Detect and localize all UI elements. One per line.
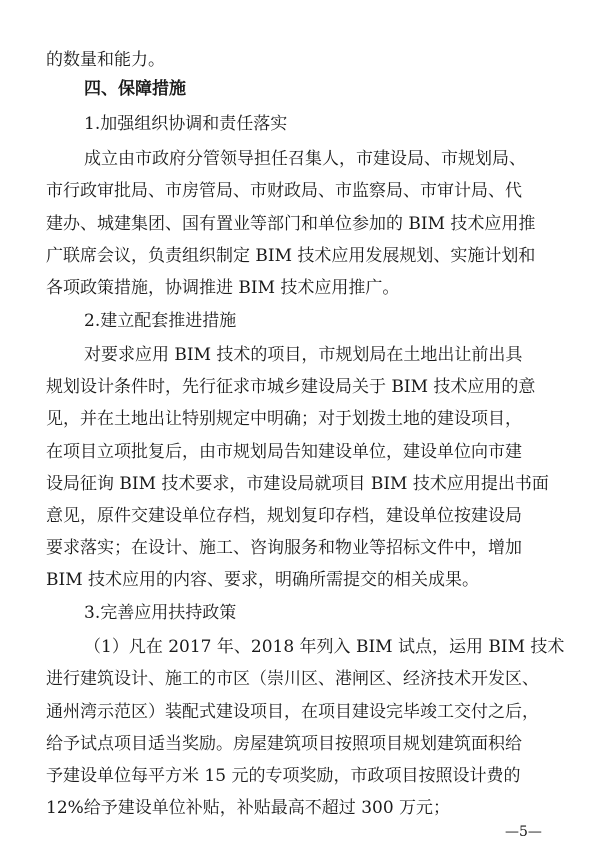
- body-text-line: 市行政审批局、市房管局、市财政局、市监察局、市审计局、代: [46, 181, 522, 202]
- body-text-line: BIM 技术应用的内容、要求，明确所需提交的相关成果。: [46, 570, 480, 591]
- body-text-line: 规划设计条件时，先行征求市城乡建设局关于 BIM 技术应用的意: [46, 377, 536, 398]
- body-text-line: 要求落实；在设计、施工、咨询服务和物业等招标文件中，增加: [46, 537, 522, 558]
- body-text-line: 12%给予建设单位补贴，补贴最高不超过 300 万元；: [46, 798, 451, 818]
- body-text-line: 给予试点项目适当奖励。房屋建筑项目按照项目规划建筑面积给: [46, 733, 522, 754]
- section-heading: 四、保障措施: [84, 78, 186, 99]
- body-text-line: 意见，原件交建设单位存档，规划复印存档，建设单位按建设局: [46, 505, 522, 526]
- body-text-line: 设局征询 BIM 技术要求，市建设局就项目 BIM 技术应用提出书面: [46, 473, 549, 494]
- body-text-line: 在项目立项批复后，由市规划局告知建设单位，建设单位向市建: [46, 441, 522, 462]
- subsection-heading: 2.建立配套推进措施: [84, 311, 237, 331]
- body-text-line: 进行建筑设计、施工的市区（崇川区、港闸区、经济技术开发区、: [46, 669, 539, 690]
- body-text-line: （1）凡在 2017 年、2018 年列入 BIM 试点，运用 BIM 技术: [84, 637, 565, 658]
- body-text-line: 通州湾示范区）装配式建设项目，在项目建设完毕竣工交付之后，: [46, 701, 539, 722]
- body-text-line: 建办、城建集团、国有置业等部门和单位参加的 BIM 技术应用推: [46, 213, 536, 234]
- body-text-line: 的数量和能力。: [46, 50, 165, 70]
- body-text-line: 各项政策措施，协调推进 BIM 技术应用推广。: [46, 277, 400, 298]
- page-number: —5—: [505, 824, 542, 840]
- subsection-heading: 1.加强组织协调和责任落实: [84, 114, 288, 135]
- body-text-line: 予建设单位每平方米 15 元的专项奖励，市政项目按照设计费的: [46, 765, 521, 786]
- body-text-line: 见，并在土地出让特别规定中明确；对于划拨土地的建设项目，: [46, 409, 522, 430]
- subsection-heading: 3.完善应用扶持政策: [84, 603, 237, 624]
- body-text-line: 广联席会议，负责组织制定 BIM 技术应用发展规划、实施计划和: [46, 245, 536, 266]
- body-text-line: 成立由市政府分管领导担任召集人，市建设局、市规划局、: [84, 149, 526, 170]
- body-text-line: 对要求应用 BIM 技术的项目，市规划局在土地出让前出具: [84, 345, 523, 365]
